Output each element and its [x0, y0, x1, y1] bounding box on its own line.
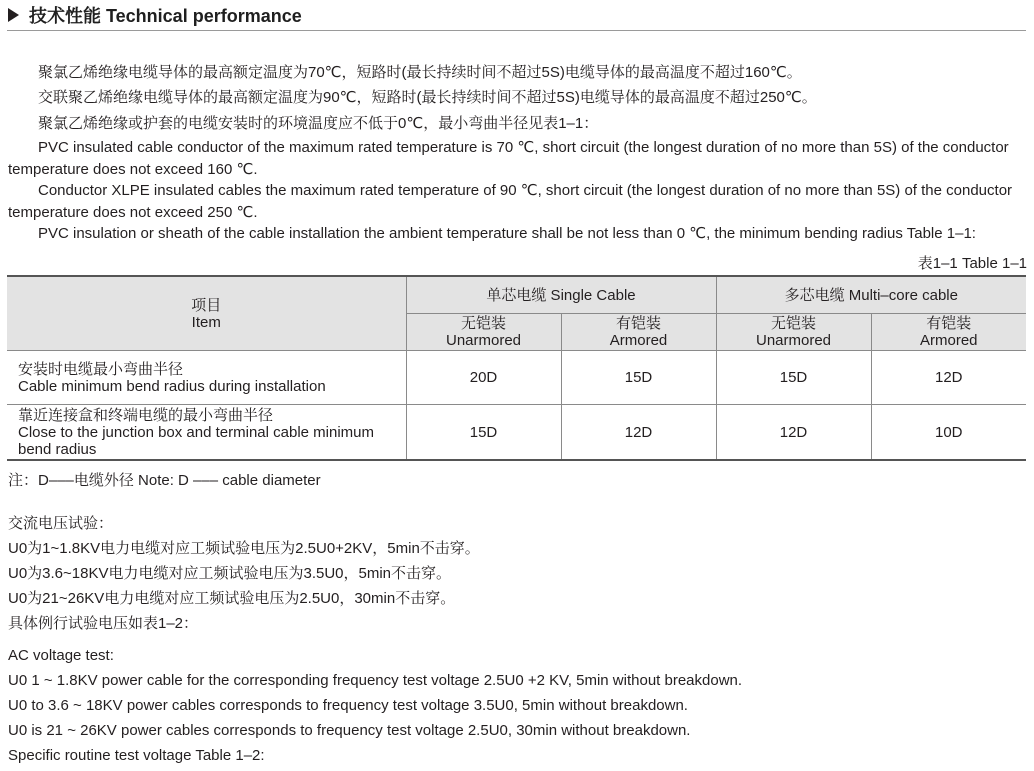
table-note: 注：D–––电缆外径 Note: D ––– cable diameter [8, 472, 321, 489]
ac-zh-line-3: U0为21~26KV电力电缆对应工频试验电压为2.5U0，30min不击穿。 [8, 590, 456, 607]
bend-radius-table [7, 275, 1026, 461]
row-label [7, 405, 406, 461]
ac-en-footer: Specific routine test voltage Table 1–2: [8, 747, 265, 764]
intro-en-1: PVC insulated cable conductor of the maximum rated temperature is 70 ℃, short circuit (the longest duration of no more than 5S) of the conductor temperature does not exceed 160 ℃. [8, 139, 1009, 178]
row-label-en: Close to the junction box and terminal cable minimum bend radius [18, 423, 375, 458]
row-label-en: Cable minimum bend radius during installation [18, 377, 326, 395]
intro-zh-1: 聚氯乙烯绝缘电缆导体的最高额定温度为70℃，短路时(最长持续时间不超过5S)电缆导体的最高温度不超过160℃。 [38, 64, 802, 81]
cell-value: 10D [871, 405, 1026, 461]
ac-zh-line-1: U0为1~1.8KV电力电缆对应工频试验电压为2.5U0+2KV，5min不击穿。 [8, 540, 480, 557]
header-item-zh: 项目 [191, 296, 222, 314]
ac-zh-footer: 具体例行试验电压如表1–2： [8, 615, 199, 632]
intro-en-2: Conductor XLPE insulated cables the maximum rated temperature of 90 ℃, short circuit (the longest duration of no more than 5S) of the conductor temperature does not exceed 250 ℃. [8, 182, 1013, 221]
ac-zh-title: 交流电压试验： [8, 515, 114, 532]
unarmored-zh: 无铠装 [771, 315, 817, 332]
armored-zh: 有铠装 [616, 315, 662, 332]
cell-value: 12D [871, 351, 1026, 405]
table-row [7, 351, 1026, 405]
unarmored-en: Unarmored [445, 332, 522, 349]
header-multi-core-cable: 多芯电缆 Multi–core cable [716, 276, 1026, 314]
row-label-zh: 安装时电缆最小弯曲半径 [18, 360, 184, 378]
header-item-en: Item [191, 313, 221, 331]
heading-divider [7, 30, 1026, 31]
table-caption: 表1–1 Table 1–1 [917, 255, 1027, 272]
section-title: 技术性能 Technical performance [29, 6, 302, 26]
header-single-armored [561, 314, 716, 351]
intro-en-3: PVC insulation or sheath of the cable installation the ambient temperature shall be not less than 0 ℃, the minimum bending radius Table 1–1: [38, 225, 976, 242]
cell-value: 15D [406, 405, 561, 461]
section-heading [8, 3, 302, 27]
header-item [7, 276, 406, 351]
ac-en-line-2: U0 to 3.6 ~ 18KV power cables corresponds to frequency test voltage 3.5U0, 5min without breakdown. [8, 697, 688, 714]
header-multi-unarmored [716, 314, 871, 351]
row-label [7, 351, 406, 405]
triangle-bullet-icon [8, 8, 19, 22]
row-label-zh: 靠近连接盒和终端电缆的最小弯曲半径 [18, 406, 274, 424]
intro-zh-3: 聚氯乙烯绝缘或护套的电缆安装时的环境温度应不低于0℃，最小弯曲半径见表1–1： [38, 115, 599, 132]
ac-zh-line-2: U0为3.6~18KV电力电缆对应工频试验电压为3.5U0，5min不击穿。 [8, 565, 452, 582]
ac-en-line-1: U0 1 ~ 1.8KV power cable for the corresponding frequency test voltage 2.5U0 +2 KV, 5min without breakdown. [8, 672, 743, 689]
header-single-unarmored [406, 314, 561, 351]
unarmored-zh: 无铠装 [460, 315, 506, 332]
cell-value: 15D [561, 351, 716, 405]
armored-en: Armored [609, 332, 668, 349]
header-multi-armored [871, 314, 1026, 351]
header-single-cable: 单芯电缆 Single Cable [406, 276, 716, 314]
cell-value: 15D [716, 351, 871, 405]
unarmored-en: Unarmored [756, 332, 832, 349]
cell-value: 20D [406, 351, 561, 405]
cell-value: 12D [716, 405, 871, 461]
ac-en-title: AC voltage test: [8, 647, 114, 664]
armored-zh: 有铠装 [926, 315, 972, 332]
table-row [7, 405, 1026, 461]
intro-zh-2: 交联聚乙烯绝缘电缆导体的最高额定温度为90℃，短路时(最长持续时间不超过5S)电缆导体的最高温度不超过250℃。 [38, 89, 817, 106]
ac-en-line-3: U0 is 21 ~ 26KV power cables corresponds to frequency test voltage 2.5U0, 30min without breakdown. [8, 722, 691, 739]
armored-en: Armored [920, 332, 978, 349]
cell-value: 12D [561, 405, 716, 461]
